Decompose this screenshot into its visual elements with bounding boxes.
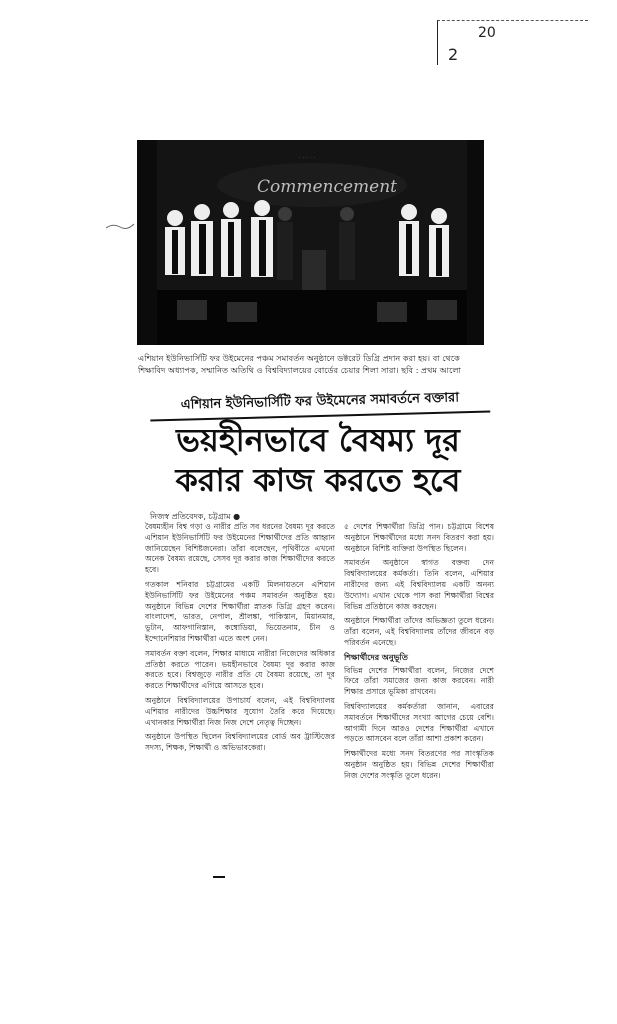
ceremony-photo <box>137 140 484 345</box>
article-subhead: শিক্ষার্থীদের অনুভূতি <box>344 652 408 662</box>
archive-stamp <box>100 25 251 53</box>
banner-text: Commencement <box>256 177 398 197</box>
byline: নিজস্ব প্রতিবেদক, চট্টগ্রাম ● <box>150 512 241 521</box>
margin-scribble-icon <box>105 222 135 230</box>
end-mark <box>213 876 225 878</box>
article-paragraph: অনুষ্ঠানে শিক্ষার্থীরা তাঁদের অভিজ্ঞতা তুলে ধরেন। তাঁরা বলেন, এই বিশ্ববিদ্যালয় তাঁদের জীবনে বড় পরিবর্তন এনেছে। <box>344 616 494 647</box>
headline <box>150 420 486 500</box>
article-paragraph: ৫ দেশের শিক্ষার্থীরা ডিগ্রি পান। চট্টগ্রামে বিশেষ অনুষ্ঠানে শিক্ষার্থীদের মধ্যে সনদ বিতরণ করা হয়। অনুষ্ঠানে বিশিষ্ট ব্যক্তিরা উপস্থিত ছিলেন। <box>344 522 494 553</box>
article-paragraph: অনুষ্ঠানে উপস্থিত ছিলেন বিশ্ববিদ্যালয়ের বোর্ড অব ট্রাস্টিজের সদস্য, শিক্ষক, শিক্ষার্থী ও অভিভাবকেরা। <box>145 732 335 753</box>
photo-caption: এশিয়ান ইউনিভার্সিটি ফর উইমেনের পঞ্চম সমাবর্তন অনুষ্ঠানে ডক্টরেট ডিগ্রি প্রদান করা হয়। বা থেকে শিক্ষাবিদ অধ্যাপক, সম্মানিত অতিথি ও বিশ্ববিদ্যালয়ের বোর্ডের চেয়ার শিলা সারা। ছবি : প্রথম আলো <box>138 353 461 375</box>
headline-line-2: করার কাজ করতে হবে <box>175 461 461 499</box>
article-paragraph: বিশ্ববিদ্যালয়ের কর্মকর্তারা জানান, এবারের সমাবর্তনে শিক্ষার্থীদের সংখ্যা আগের চেয়ে বেশি। আগামী দিনে আরও দেশের শিক্ষার্থীরা এখানে পড়তে আসবেন বলে তাঁরা আশা প্রকাশ করেন। <box>344 701 494 744</box>
date-stamp-day: 20 <box>478 25 496 41</box>
headline-line-1: ভয়হীনভাবে বৈষম্য দূর <box>176 421 460 459</box>
date-stamp <box>437 20 588 65</box>
article-paragraph: বিভিন্ন দেশের শিক্ষার্থীরা বলেন, নিজের দেশে ফিরে তাঁরা সমাজের জন্য কাজ করবেন। নারী শিক্ষার প্রসারে ভূমিকা রাখবেন। <box>344 665 494 697</box>
svg-text:· · · · ·: · · · · · <box>298 155 316 162</box>
article-column-right <box>344 522 494 786</box>
article-paragraph: বৈষম্যহীন বিশ্ব গড়া ও নারীর প্রতি সব ধরনের বৈষম্য দূর করতে এশিয়ান ইউনিভার্সিটি ফর উইমেনের শিক্ষার্থীদের প্রতি আহ্বান জানিয়েছেন বিশিষ্টজনেরা। তাঁরা বলেছেন, পৃথিবীতে এখনো অনেক বৈষম্য রয়েছে, সেসব দূর করার কাজ শিক্ষার্থীদের করতে হবে। <box>145 522 335 575</box>
graduation-ceremony-photo-icon <box>137 140 484 345</box>
article-column-left <box>145 522 335 758</box>
date-stamp-page: 2 <box>448 45 459 64</box>
article-paragraph: সমাবর্তন বক্তা বলেন, শিক্ষার মাধ্যমে নারীরা নিজেদের অধিকার প্রতিষ্ঠা করতে পারেন। ভয়হীনভাবে বৈষম্য দূর করার কাজ করতে হবে। বিশ্বজুড়ে নারীর প্রতি যে বৈষম্য রয়েছে, তা দূর করতে শিক্ষার্থীদের এগিয়ে আসতে হবে। <box>145 648 335 691</box>
headline-kicker: এশিয়ান ইউনিভার্সিটি ফর উইমেনের সমাবর্তনে বক্তারা <box>150 388 491 422</box>
article-paragraph: গতকাল শনিবার চট্টগ্রামের একটি মিলনায়তনে এশিয়ান ইউনিভার্সিটি ফর উইমেনের পঞ্চম সমাবর্তন অনুষ্ঠিত হয়। অনুষ্ঠানে বিভিন্ন দেশের শিক্ষার্থীরা স্নাতক ডিগ্রি গ্রহণ করেন। বাংলাদেশ, ভারত, নেপাল, শ্রীলঙ্কা, পাকিস্তান, মিয়ানমার, ভুটান, আফগানিস্তান, কম্বোডিয়া, ভিয়েতনাম, চীন ও ইন্দোনেশিয়ার শিক্ষার্থীরা এতে অংশ নেন। <box>145 579 335 643</box>
article-paragraph: শিক্ষার্থীদের মধ্যে সনদ বিতরণের পর সাংস্কৃতিক অনুষ্ঠান অনুষ্ঠিত হয়। বিভিন্ন দেশের শিক্ষার্থীরা নিজ দেশের সংস্কৃতি তুলে ধরেন। <box>344 749 494 780</box>
article-paragraph: সমাবর্তন অনুষ্ঠানে স্বাগত বক্তব্য দেন বিশ্ববিদ্যালয়ের কর্মকর্তা। তিনি বলেন, এশিয়ার নারীদের জন্য এই বিশ্ববিদ্যালয় একটি অনন্য উদ্যোগ। এখান থেকে পাস করা শিক্ষার্থীরা বিশ্বের বিভিন্ন প্রতিষ্ঠানে কাজ করছেন। <box>344 558 494 611</box>
article-paragraph: অনুষ্ঠানে বিশ্ববিদ্যালয়ের উপাচার্য বলেন, এই বিশ্ববিদ্যালয় এশিয়ার নারীদের উচ্চশিক্ষার সুযোগ তৈরি করে দিয়েছে। এখানকার শিক্ষার্থীরা নিজ নিজ দেশে নেতৃত্ব দিচ্ছেন। <box>145 695 335 727</box>
